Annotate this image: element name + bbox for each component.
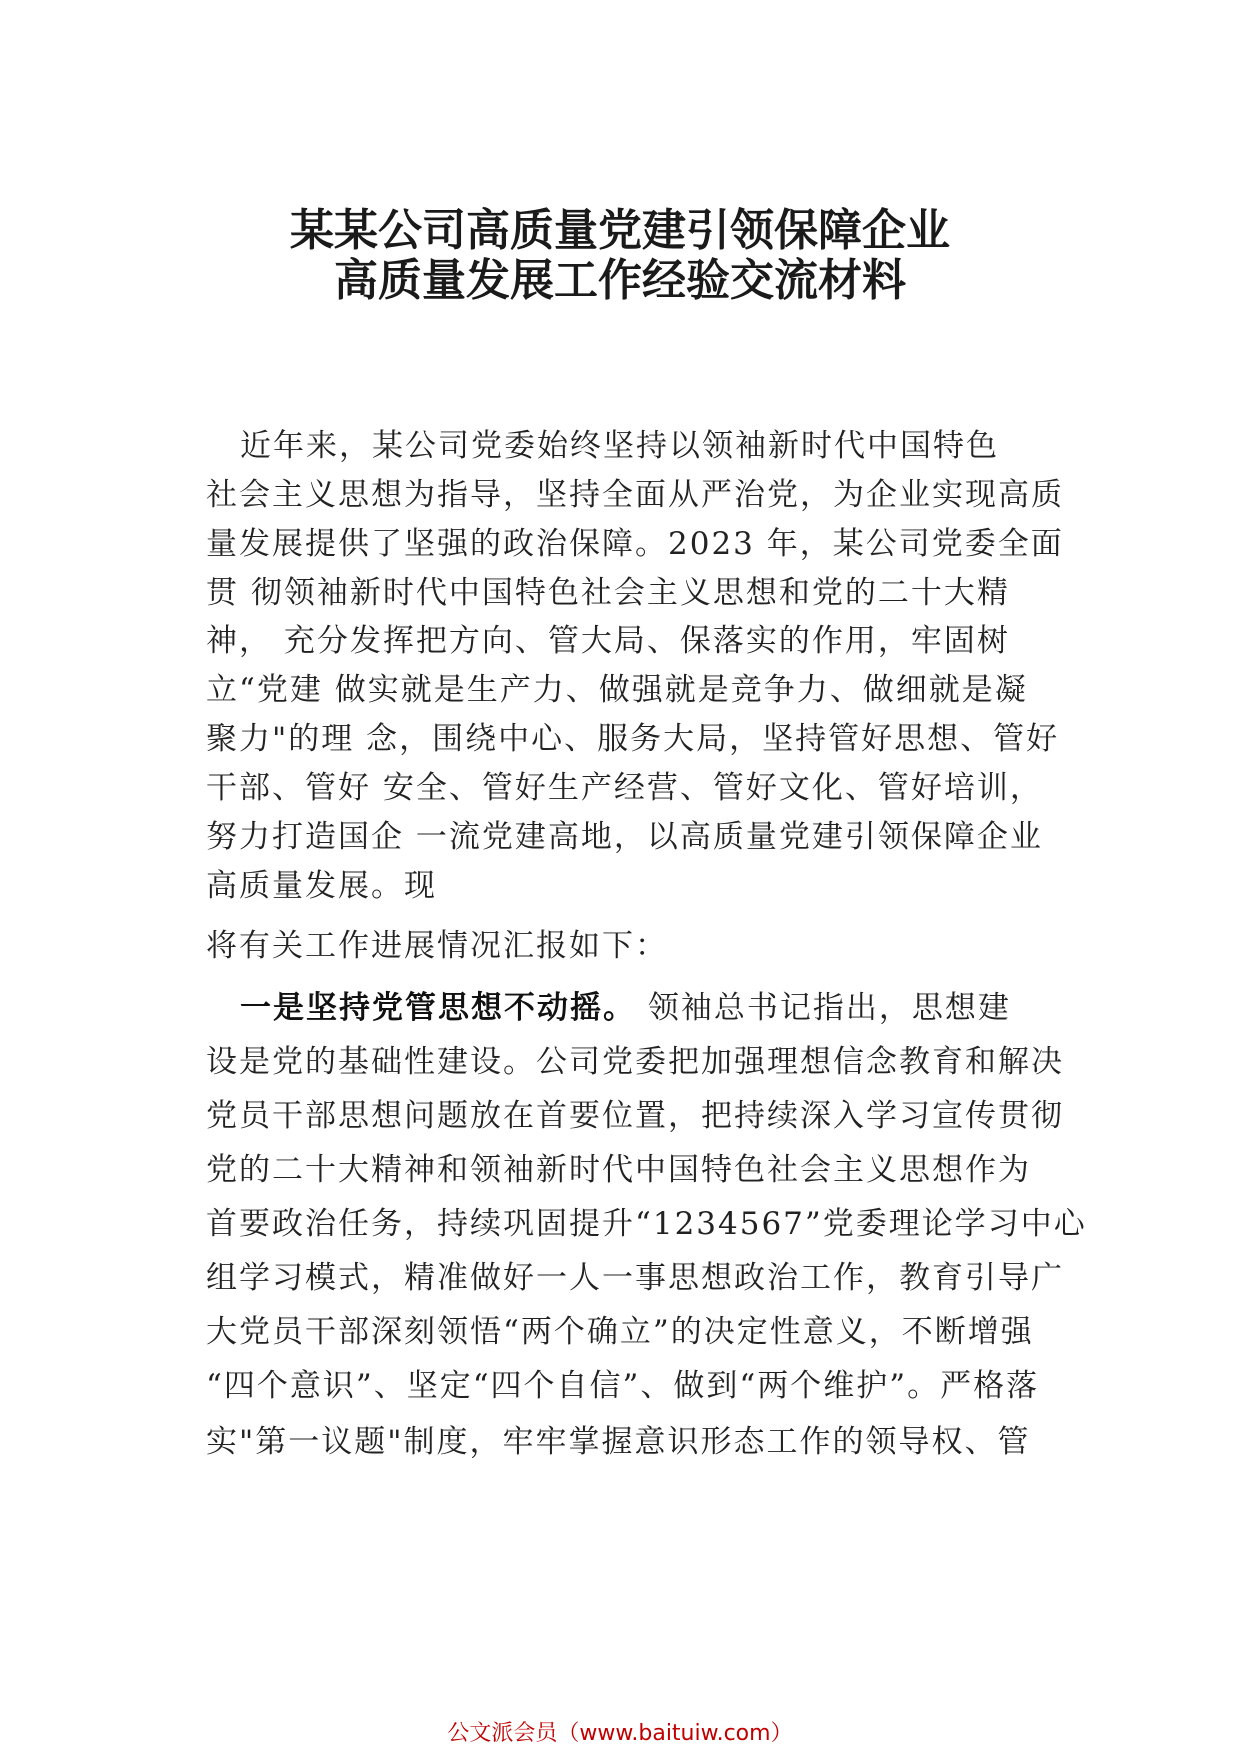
footer-watermark: 公文派会员（www.baituiw.com） xyxy=(447,1721,793,1746)
section1-line: 设是党的基础性建设。公司党委把加强理想信念教育和解决 xyxy=(206,1044,1064,1080)
intro-line: 量发展提供了坚强的政治保障。2023 年，某公司党委全面 xyxy=(206,526,1064,562)
section1-first-line-rest: 领袖总书记指出，思想建 xyxy=(636,990,1011,1026)
intro-line: 贯 彻领袖新时代中国特色社会主义思想和党的二十大精 xyxy=(206,575,1010,611)
section1-heading: 一是坚持党管思想不动摇。 xyxy=(240,990,636,1026)
section1-line: 组学习模式，精准做好一人一事思想政治工作，教育引导广 xyxy=(206,1260,1064,1296)
document-title-line-1: 某某公司高质量党建引领保障企业 xyxy=(290,205,950,256)
section1-line: 党的二十大精神和领袖新时代中国特色社会主义思想作为 xyxy=(206,1152,1031,1188)
section1-line: 党员干部思想问题放在首要位置，把持续深入学习宣传贯彻 xyxy=(206,1098,1064,1134)
report-intro-line: 将有关工作进展情况汇报如下： xyxy=(206,928,668,964)
intro-line: 立“党建 做实就是生产力、做强就是竞争力、做细就是凝 xyxy=(206,672,1028,708)
intro-line: 社会主义思想为指导，坚持全面从严治党，为企业实现高质 xyxy=(206,477,1064,513)
intro-line: 近年来，某公司党委始终坚持以领袖新时代中国特色 xyxy=(240,428,999,464)
intro-line: 神， 充分发挥把方向、管大局、保落实的作用，牢固树 xyxy=(206,623,1010,659)
section1-first-line xyxy=(240,982,1011,1027)
section1-line: 大党员干部深刻领悟“两个确立”的决定性意义，不断增强 xyxy=(206,1314,1034,1350)
section1-line: 首要政治任务，持续巩固提升“1234567”党委理论学习中心 xyxy=(206,1206,1087,1242)
section1-line: “四个意识”、坚定“四个自信”、做到“两个维护”。严格落 xyxy=(206,1368,1040,1404)
intro-line: 干部、管好 安全、管好生产经营、管好文化、管好培训， xyxy=(206,770,1043,806)
section1-line: 实"第一议题"制度，牢牢掌握意识形态工作的领导权、管 xyxy=(206,1424,1031,1460)
intro-line: 高质量发展。现 xyxy=(206,868,437,904)
intro-line: 聚力"的理 念，围绕中心、服务大局，坚持管好思想、管好 xyxy=(206,721,1060,757)
document-title-line-2: 高质量发展工作经验交流材料 xyxy=(334,255,906,306)
intro-line: 努力打造国企 一流党建高地，以高质量党建引领保障企业 xyxy=(206,819,1043,855)
